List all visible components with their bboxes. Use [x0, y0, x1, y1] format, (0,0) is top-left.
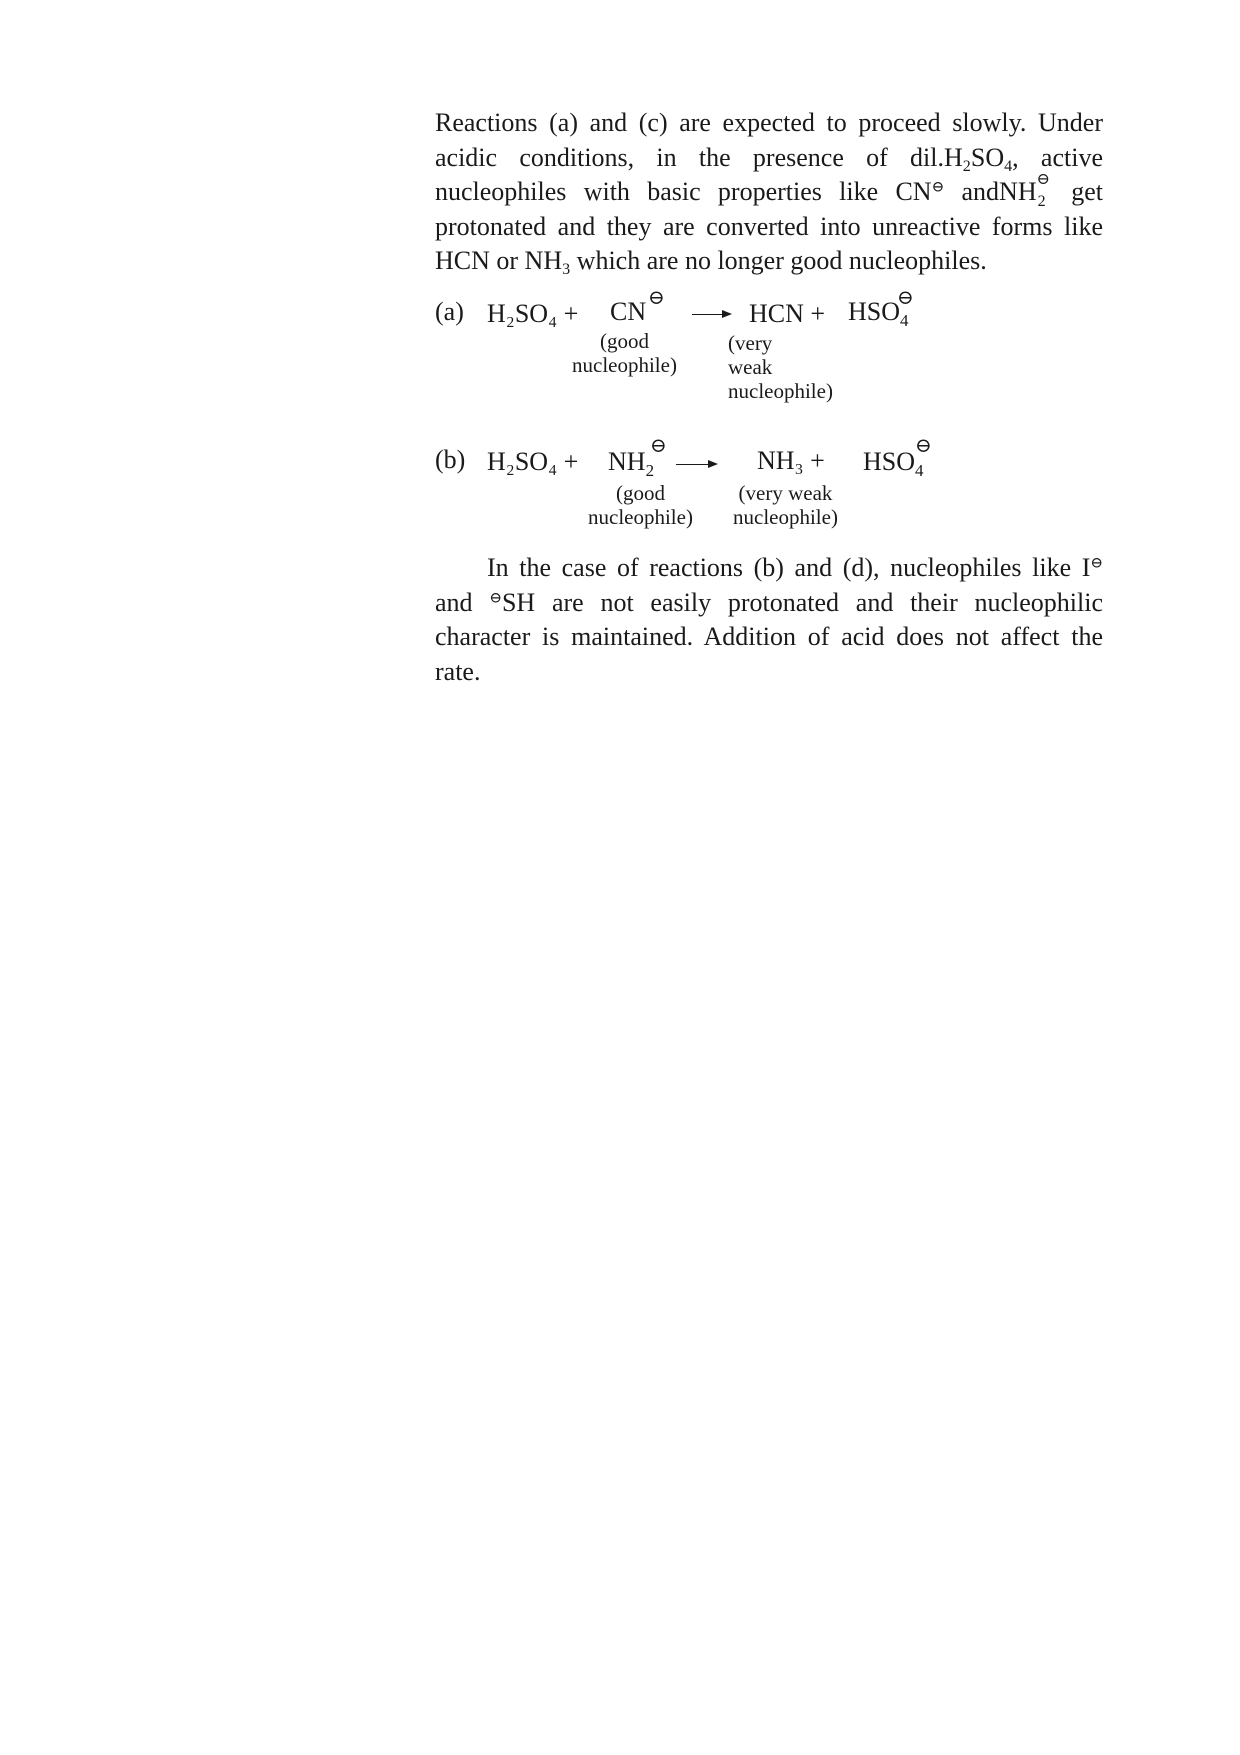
paragraph-non-protonated-nucleophiles	[435, 551, 1103, 689]
text-run: SO	[970, 142, 1005, 172]
subscript: 2	[645, 461, 655, 480]
amide-charge-stack	[1036, 171, 1054, 210]
text-run: get protonated and they are converted into unreactive forms like HCN or NH	[435, 177, 1104, 275]
reactant-amide	[608, 447, 654, 481]
annotation-very-weak-nucleophile: (very weak nucleophile)	[733, 481, 838, 529]
text-run: In the case of reactions (b) and (d), nucleophiles like I	[487, 553, 1091, 582]
product-hcn: HCN +	[749, 299, 826, 328]
subscript: 2	[962, 157, 971, 175]
reaction-arrow	[676, 464, 716, 465]
product-ammonia: NH₃ +	[757, 446, 825, 475]
formula: HSO	[848, 297, 901, 326]
text-run: , active nucleophiles with basic properties like CN	[435, 142, 1104, 206]
subscript: 4	[1004, 157, 1013, 175]
reaction-label: (a)	[435, 297, 464, 326]
reaction-arrow	[692, 314, 730, 315]
text-run: andNH	[944, 177, 1037, 206]
formula: NH	[608, 447, 646, 476]
text-run: and	[435, 587, 490, 617]
negative-charge: ⊖	[489, 590, 502, 607]
negative-charge: ⊖	[650, 435, 667, 457]
text-run: SH are not easily protonated and their nucleophilic character is maintained. Addition of acid does not affect the rate.	[435, 587, 1104, 686]
text-run: which are no longer good nucleophiles.	[570, 246, 987, 275]
negative-charge: ⊖	[648, 287, 665, 309]
reactant-sulfuric-acid: H₂SO₄ +	[487, 447, 579, 476]
formula: HSO	[863, 447, 916, 476]
subscript: 3	[562, 261, 571, 279]
reactant-cyanide	[610, 297, 646, 327]
reactant-sulfuric-acid: H₂SO₄ +	[487, 299, 579, 328]
subscript: 2	[1037, 193, 1046, 210]
annotation-good-nucleophile: (good nucleophile)	[572, 329, 677, 377]
annotation-good-nucleophile: (good nucleophile)	[588, 481, 693, 529]
annotation-very-weak-nucleophile: (very weak nucleophile)	[728, 331, 833, 403]
negative-charge: ⊖	[897, 287, 914, 309]
negative-charge: ⊖	[915, 435, 932, 457]
negative-charge: ⊖	[1036, 171, 1051, 188]
paragraph-acidic-conditions	[435, 106, 1103, 279]
subscript: 4	[915, 461, 924, 480]
negative-charge: ⊖	[1090, 555, 1103, 572]
negative-charge: ⊖	[931, 179, 945, 196]
reaction-label: (b)	[435, 445, 466, 474]
subscript: 4	[900, 311, 909, 330]
formula: CN	[610, 297, 647, 326]
text-run: Reactions (a) and (c) are expected to proceed slowly. Under acidic conditions, in the presence of dil.H	[435, 108, 1103, 172]
